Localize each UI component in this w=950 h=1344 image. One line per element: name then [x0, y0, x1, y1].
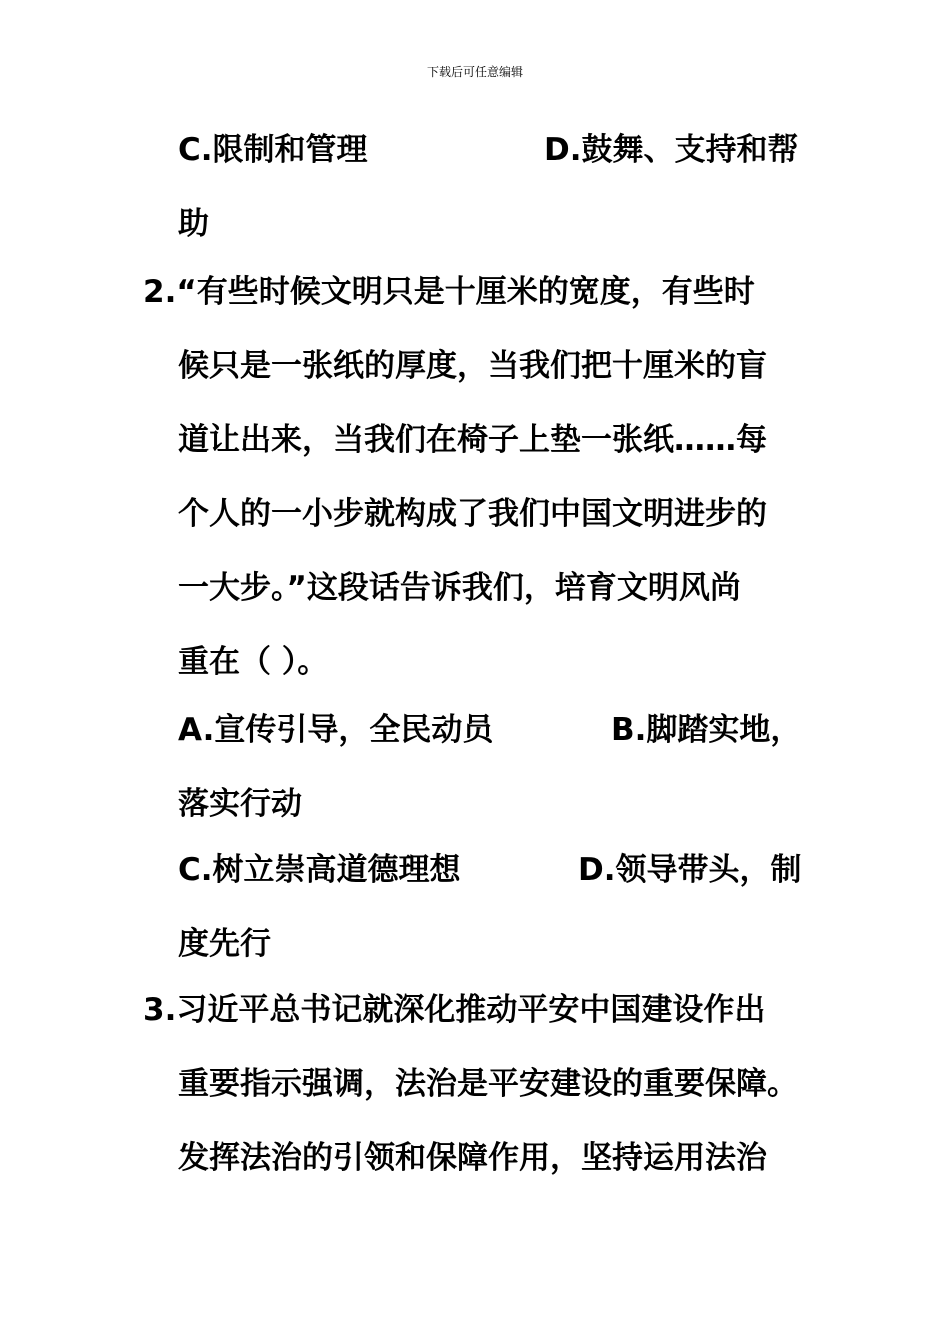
page-header-note: 下载后可任意编辑 — [426, 65, 523, 79]
q3-stem-line-1: 3.习近平总书记就深化推动平安中国建设作出 — [143, 992, 766, 1028]
q2-stem-line-5: 一大步。”这段话告诉我们，培育文明风尚 — [178, 570, 741, 606]
q2-option-c: C.树立崇高道德理想 — [178, 852, 461, 888]
q3-stem-line-3: 发挥法治的引领和保障作用，坚持运用法治 — [178, 1140, 767, 1176]
q1-option-d-continued: 助 — [178, 206, 209, 242]
q2-stem-line-3: 道让出来，当我们在椅子上垫一张纸……每 — [178, 422, 767, 458]
q2-stem-line-6: 重在（ ）。 — [178, 644, 329, 680]
q2-option-d-continued: 度先行 — [178, 926, 271, 962]
q1-option-d: D.鼓舞、支持和帮 — [544, 132, 799, 168]
q1-option-c: C.限制和管理 — [178, 132, 368, 168]
q3-stem-line-2: 重要指示强调，法治是平安建设的重要保障。 — [178, 1066, 798, 1102]
q2-stem-line-1: 2.“有些时候文明只是十厘米的宽度，有些时 — [143, 274, 755, 310]
q2-option-b: B.脚踏实地， — [611, 712, 802, 748]
q2-stem-line-4: 个人的一小步就构成了我们中国文明进步的 — [178, 496, 767, 532]
q2-stem-line-2: 候只是一张纸的厚度，当我们把十厘米的盲 — [178, 348, 767, 384]
q2-option-a: A.宣传引导，全民动员 — [178, 712, 494, 748]
q2-option-d: D.领导带头，制 — [578, 852, 802, 888]
q2-option-b-continued: 落实行动 — [178, 786, 302, 822]
